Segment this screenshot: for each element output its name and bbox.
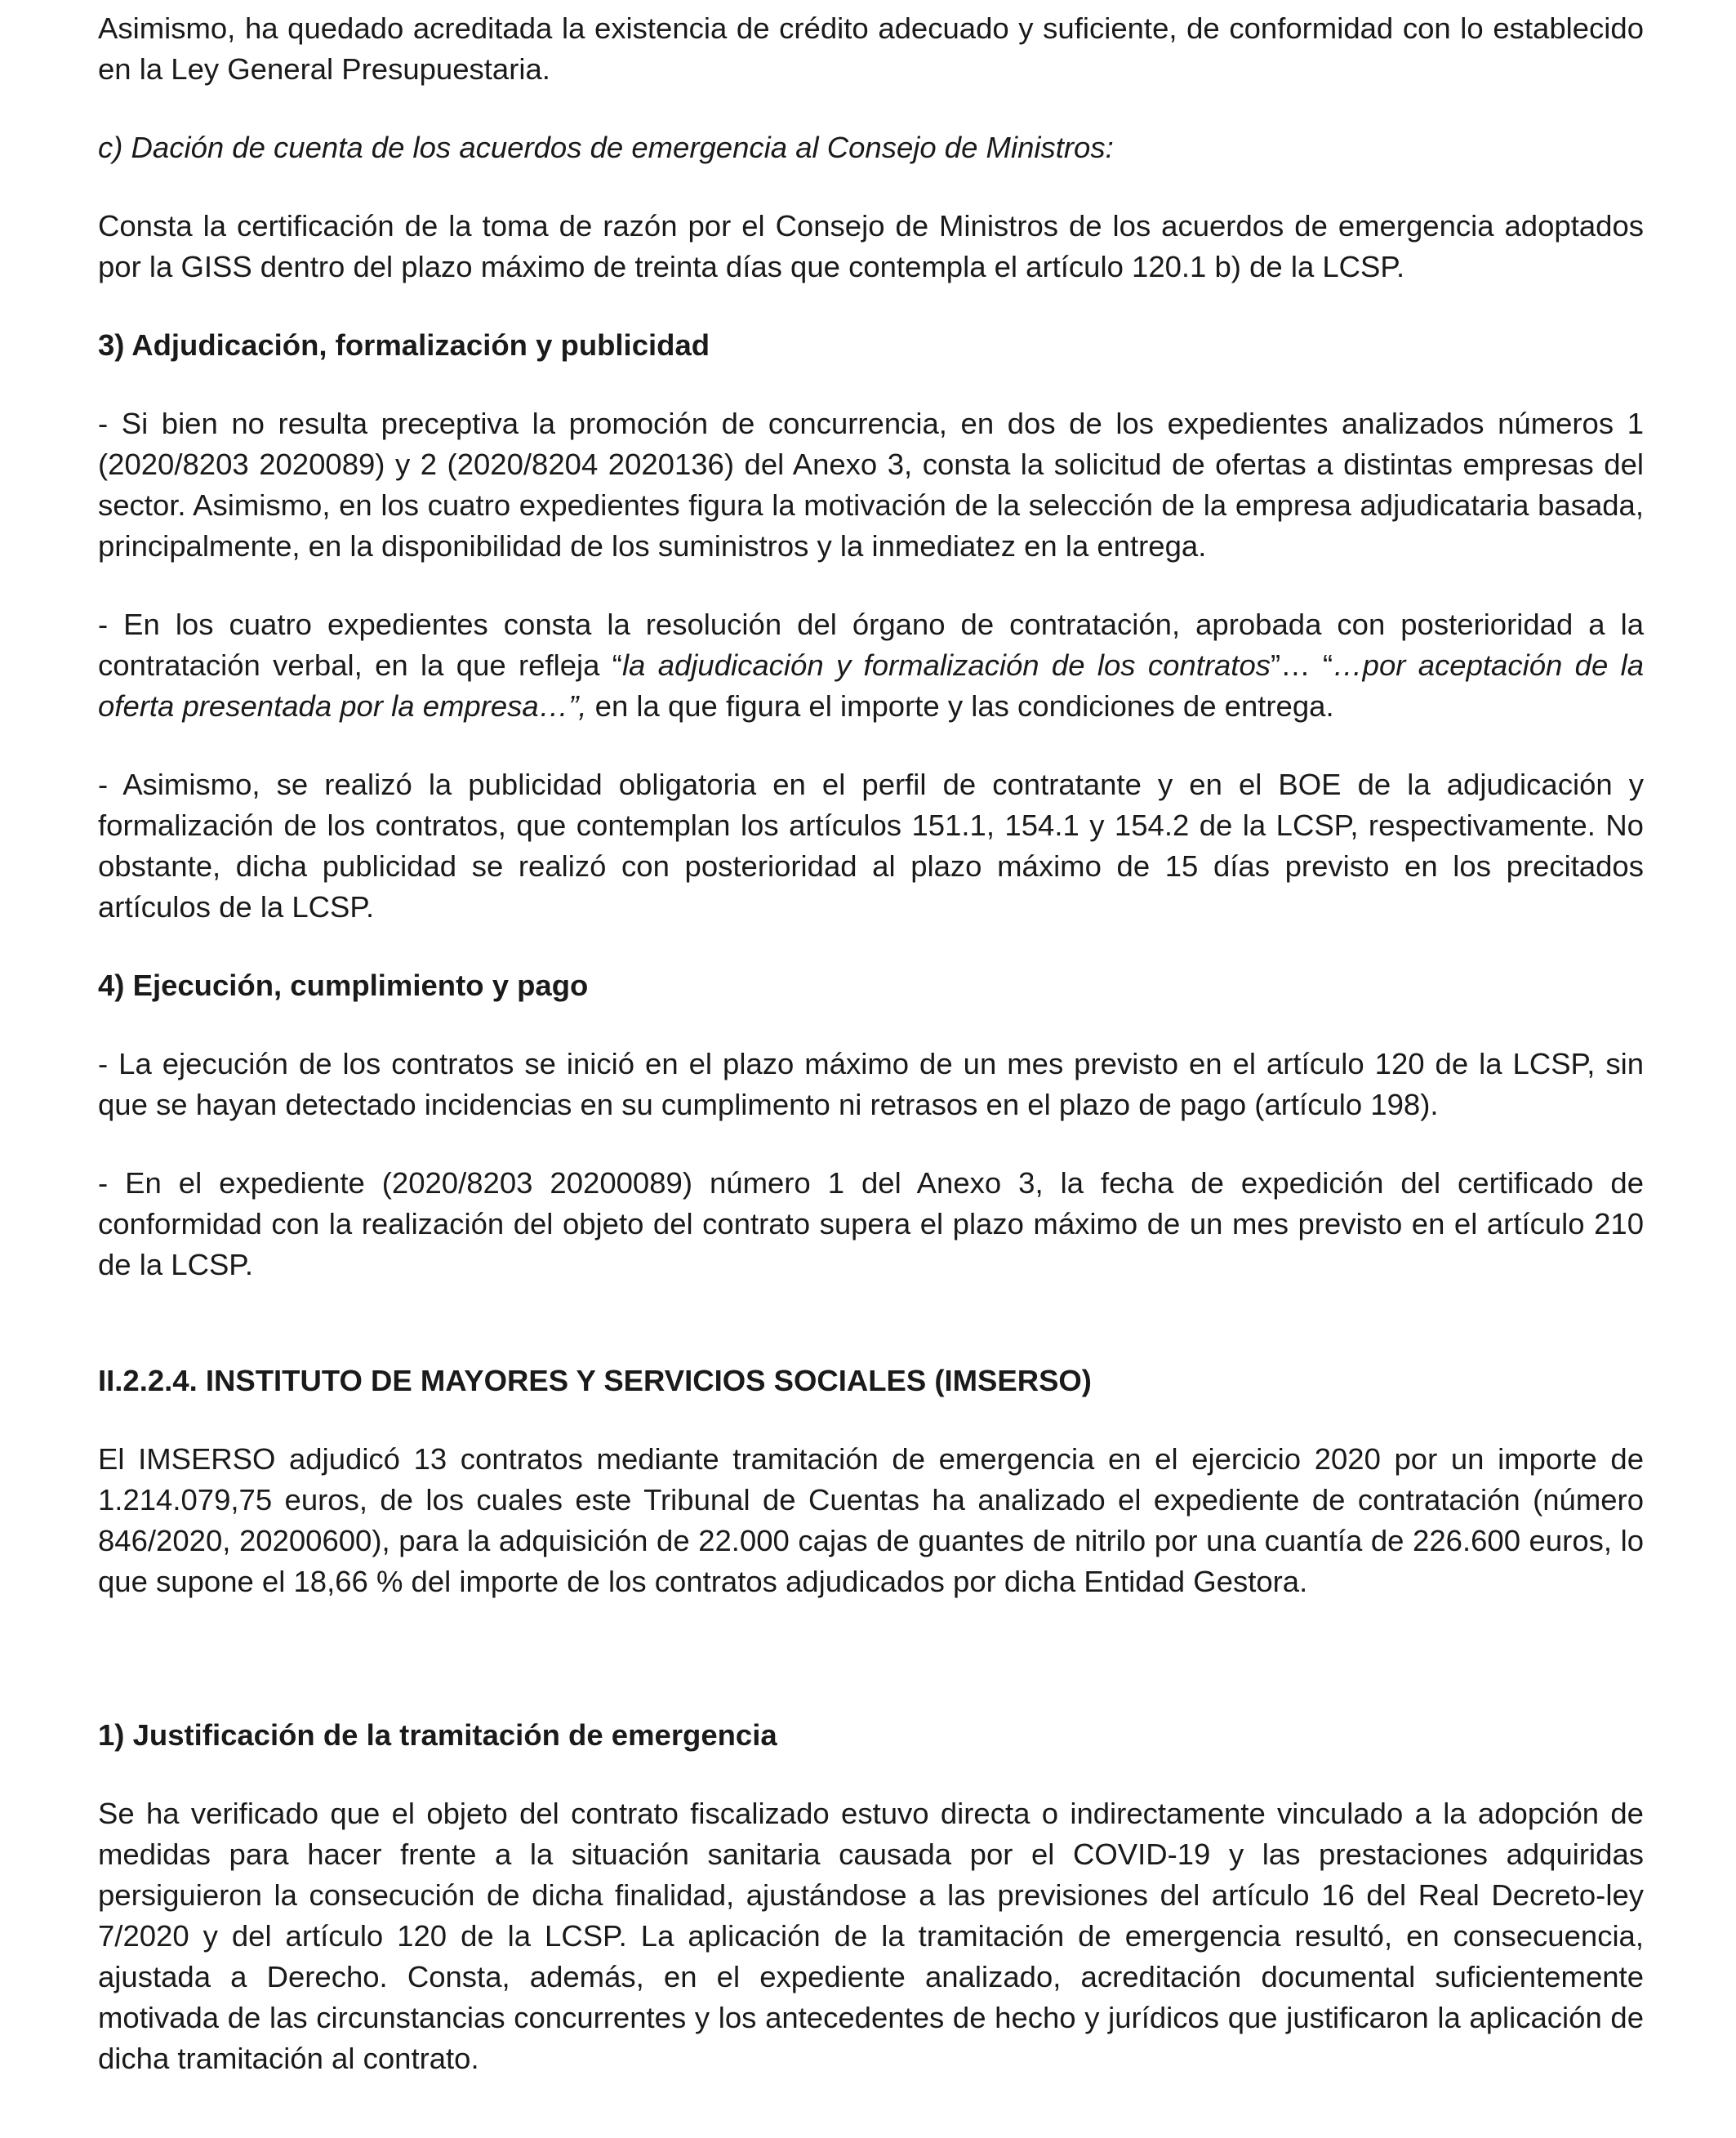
paragraph-publicidad: - Asimismo, se realizó la publicidad obligatoria en el perfil de contratante y en el BOE de la adjudicación y formalización de los contratos, que contemplan los artículos 151.1, 154.1 y 154.2 de la LCSP, respectivamente. No obstante, dicha publicidad se realizó con posterioridad al plazo máximo de 15 días previsto en los precitados artículos de la LCSP. bbox=[98, 768, 1644, 924]
paragraph-resolucion bbox=[98, 604, 1644, 727]
heading-justificacion: 1) Justificación de la tramitación de emergencia bbox=[98, 1718, 777, 1752]
resolucion-quote-2: …por aceptación de la oferta presentada por la empresa…”, bbox=[98, 648, 1644, 723]
paragraph-imserso: El IMSERSO adjudicó 13 contratos mediante tramitación de emergencia en el ejercicio 2020 por un importe de 1.214.079,75 euros, de los cuales este Tribunal de Cuentas ha analizado el expediente de contratación (número 846/2020, 20200600), para la adquisición de 22.000 cajas de guantes de nitrilo por una cuantía de 226.600 euros, lo que supone el 18,66 % del importe de los contratos adjudicados por dicha Entidad Gestora. bbox=[98, 1442, 1644, 1598]
paragraph-toma-razon: Consta la certificación de la toma de razón por el Consejo de Ministros de los acuerdos de emergencia adoptados por la GISS dentro del plazo máximo de treinta días que contempla el artículo 120.1 b) de la LCSP. bbox=[98, 209, 1644, 283]
resolucion-quote-1: la adjudicación y formalización de los contratos bbox=[621, 648, 1271, 682]
resolucion-text-1: - En los cuatro expedientes consta la resolución del órgano de contratación, aprobada con posterioridad a la contratación verbal, en la que refleja “ bbox=[98, 608, 1644, 682]
paragraph-concurrencia: - Si bien no resulta preceptiva la promoción de concurrencia, en dos de los expedientes analizados números 1 (2020/8203 2020089) y 2 (2020/8204 2020136) del Anexo 3, consta la solicitud de ofertas a distintas empresas del sector. Asimismo, en los cuatro expedientes figura la motivación de la selección de la empresa adjudicataria basada, principalmente, en la disponibilidad de los suministros y la inmediatez en la entrega. bbox=[98, 407, 1644, 563]
resolucion-text-3: en la que figura el importe y las condiciones de entrega. bbox=[586, 689, 1334, 723]
heading-imserso: II.2.2.4. INSTITUTO DE MAYORES Y SERVICIOS SOCIALES (IMSERSO) bbox=[98, 1364, 1092, 1397]
document-page bbox=[98, 8, 1644, 2079]
paragraph-ejecucion-plazo: - La ejecución de los contratos se inició en el plazo máximo de un mes previsto en el artículo 120 de la LCSP, sin que se hayan detectado incidencias en su cumplimento ni retrasos en el plazo de pago (artículo 198). bbox=[98, 1047, 1644, 1121]
subheading-dacion-cuenta: c) Dación de cuenta de los acuerdos de emergencia al Consejo de Ministros: bbox=[98, 131, 1114, 164]
paragraph-certificado: - En el expediente (2020/8203 20200089) número 1 del Anexo 3, la fecha de expedición del certificado de conformidad con la realización del objeto del contrato supera el plazo máximo de un mes previsto en el artículo 210 de la LCSP. bbox=[98, 1166, 1644, 1281]
paragraph-credit: Asimismo, ha quedado acreditada la existencia de crédito adecuado y suficiente, de conformidad con lo establecido en la Ley General Presupuestaria. bbox=[98, 11, 1644, 86]
resolucion-text-2: ”… “ bbox=[1271, 648, 1333, 682]
heading-adjudicacion: 3) Adjudicación, formalización y publicidad bbox=[98, 328, 710, 362]
paragraph-justificacion: Se ha verificado que el objeto del contrato fiscalizado estuvo directa o indirectamente vinculado a la adopción de medidas para hacer frente a la situación sanitaria causada por el COVID-19 y las prestaciones adquiridas persiguieron la consecución de dicha finalidad, ajustándose a las previsiones del artículo 16 del Real Decreto-ley 7/2020 y del artículo 120 de la LCSP. La aplicación de la tramitación de emergencia resultó, en consecuencia, ajustada a Derecho. Consta, además, en el expediente analizado, acreditación documental suficientemente motivada de las circunstancias concurrentes y los antecedentes de hecho y jurídicos que justificaron la aplicación de dicha tramitación al contrato. bbox=[98, 1797, 1644, 2075]
heading-ejecucion: 4) Ejecución, cumplimiento y pago bbox=[98, 969, 589, 1002]
